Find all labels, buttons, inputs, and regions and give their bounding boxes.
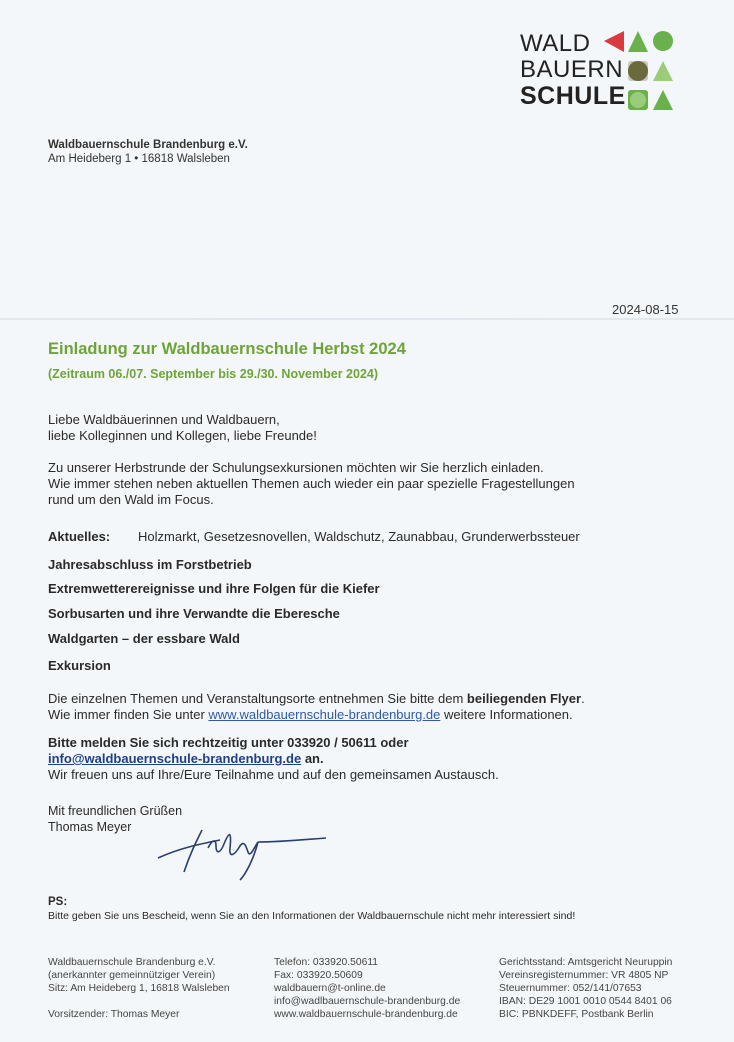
closing-greeting: Mit freundlichen Grüßen <box>48 804 183 818</box>
footer-line: Vorsitzender: Thomas Meyer <box>48 1009 180 1020</box>
footer-website: www.waldbauernschule-brandenburg.de <box>274 1009 458 1020</box>
sender-name: Waldbauernschule Brandenburg e.V. <box>48 139 248 151</box>
footer-email-1: waldbauern@t-online.de <box>274 983 386 994</box>
ps-label: PS: <box>48 896 68 908</box>
letter-date: 2024-08-15 <box>612 302 679 317</box>
logo-green-triangle <box>628 31 648 52</box>
logo-shapes-icon <box>604 30 700 114</box>
logo-text-bauern: BAUERN <box>520 56 624 83</box>
greeting <box>48 412 688 444</box>
topic-item: Sorbusarten und ihre Verwandte die Eberesche <box>48 606 340 621</box>
footer-line: Steuernummer: 052/141/07653 <box>499 983 642 994</box>
footer-line: IBAN: DE29 1001 0010 0544 8401 06 <box>499 996 672 1007</box>
info-line2-text: Wie immer finden Sie unter <box>48 707 209 722</box>
footer-line: Gerichtsstand: Amtsgericht Neuruppin <box>499 957 673 968</box>
topic-item: Exkursion <box>48 658 111 673</box>
logo <box>520 26 700 116</box>
info-line2-end: weitere Informationen. <box>440 707 573 722</box>
letter-title: Einladung zur Waldbauernschule Herbst 2024 <box>48 340 406 358</box>
letter-subtitle: (Zeitraum 06./07. September bis 29./30. November 2024) <box>48 367 379 381</box>
paper-fold-line <box>0 318 734 320</box>
footer-fax: Fax: 033920.50609 <box>274 970 363 981</box>
info-text: Die einzelnen Themen und Veranstaltungsorte entnehmen Sie bitte dem <box>48 691 467 706</box>
logo-lightgreen-triangle <box>653 61 673 81</box>
footer-line: Sitz: Am Heideberg 1, 16818 Walsleben <box>48 983 230 994</box>
footer-line: Vereinsregisternummer: VR 4805 NP <box>499 970 669 981</box>
intro-line-1: Zu unserer Herbstrunde der Schulungsexkursionen möchten wir Sie herzlich einladen. <box>48 460 544 475</box>
aktuelles-label: Aktuelles: <box>48 529 111 544</box>
flyer-reference: beiliegenden Flyer <box>466 691 582 706</box>
topic-item: Waldgarten – der essbare Wald <box>48 631 240 646</box>
registration-paragraph <box>48 735 688 783</box>
logo-olive-circle <box>628 61 648 81</box>
footer-email-2: info@wadlbauernschule-brandenburg.de <box>274 996 461 1007</box>
email-suffix: an. <box>301 751 324 766</box>
aktuelles-row <box>48 529 688 545</box>
closing <box>48 803 688 835</box>
email-link[interactable]: info@waldbauernschule-brandenburg.de <box>48 751 302 766</box>
footer-column-association <box>48 956 230 1021</box>
footer-column-legal <box>499 956 672 1021</box>
topic-item: Extremwetterereignisse und ihre Folgen für die Kiefer <box>48 581 380 596</box>
intro-line-2: Wie immer stehen neben aktuellen Themen auch wieder ein paar spezielle Fragestellungen <box>48 476 575 491</box>
footer-line: (anerkannter gemeinnütziger Verein) <box>48 970 216 981</box>
info-paragraph <box>48 691 688 723</box>
footer-column-contact <box>274 956 460 1021</box>
greeting-line-2: liebe Kolleginnen und Kollegen, liebe Freunde! <box>48 428 317 443</box>
topic-item: Jahresabschluss im Forstbetrieb <box>48 557 252 572</box>
sender-street: Am Heideberg 1 • 16818 Walsleben <box>48 153 230 165</box>
footer-spacer <box>48 995 230 1008</box>
logo-text-wald: WALD <box>520 30 591 57</box>
ps-text: Bitte geben Sie uns Bescheid, wenn Sie an den Informationen der Waldbauernschule nicht mehr interessiert sind! <box>48 910 576 922</box>
logo-green-circle <box>653 31 673 51</box>
logo-lightgreen-circle <box>630 92 646 108</box>
registration-line-1: Bitte melden Sie sich rechtzeitig unter 033920 / 50611 oder <box>48 735 409 750</box>
aktuelles-text: Holzmarkt, Gesetzesnovellen, Waldschutz, Zaunabbau, Grunderwerbssteuer <box>138 529 580 544</box>
logo-text-schule: SCHULE <box>520 82 626 110</box>
registration-line-3: Wir freuen uns auf Ihre/Eure Teilnahme und auf den gemeinsamen Austausch. <box>48 767 499 782</box>
logo-red-triangle <box>604 31 624 52</box>
logo-green-triangle-bottom <box>653 90 673 110</box>
sender-address <box>48 138 248 166</box>
footer-line: BIC: PBNKDEFF, Postbank Berlin <box>499 1009 654 1020</box>
greeting-line-1: Liebe Waldbäuerinnen und Waldbauern, <box>48 412 280 427</box>
handwritten-signature <box>150 818 330 884</box>
intro-line-3: rund um den Wald im Focus. <box>48 492 214 507</box>
website-link[interactable]: www.waldbauernschule-brandenburg.de <box>208 707 441 722</box>
signer-name: Thomas Meyer <box>48 820 132 834</box>
intro-paragraph <box>48 460 688 508</box>
footer-phone: Telefon: 033920.50611 <box>274 957 379 968</box>
info-period: . <box>581 691 585 706</box>
footer-line: Waldbauernschule Brandenburg e.V. <box>48 957 216 968</box>
